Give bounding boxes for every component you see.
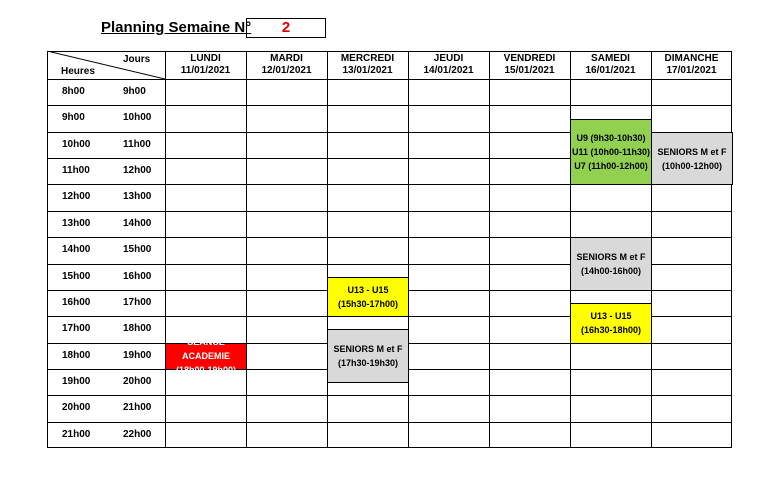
hour-start: 14h00 [62, 244, 91, 256]
event-text-line: (18h00-19h00) [175, 365, 237, 376]
day-divider [408, 51, 409, 448]
week-number-field[interactable]: 2 [246, 18, 326, 38]
event-text-line: U13 - U15 [590, 311, 632, 322]
hour-end: 17h00 [123, 296, 152, 308]
hour-start: 11h00 [62, 165, 90, 177]
grid-border-top [47, 51, 732, 52]
hour-start: 8h00 [62, 86, 85, 97]
day-divider [327, 51, 328, 448]
day-header-samedi [570, 53, 651, 77]
day-name: VENDREDI [503, 53, 556, 64]
schedule-event[interactable] [165, 337, 247, 376]
day-header-mercredi [327, 53, 408, 77]
day-header-jeudi [408, 53, 489, 77]
hour-end: 21h00 [123, 402, 152, 414]
schedule-event[interactable] [327, 277, 409, 318]
event-text-line: SENIORS M et F [333, 344, 403, 355]
day-date: 17/01/2021 [666, 65, 717, 76]
hour-end: 20h00 [123, 375, 152, 387]
schedule-event[interactable] [570, 303, 652, 344]
row-divider [47, 105, 732, 106]
hour-end: 19h00 [123, 349, 152, 361]
row-divider [47, 422, 732, 423]
hour-start: 16h00 [62, 296, 91, 308]
schedule-event[interactable] [570, 119, 652, 186]
schedule-event[interactable] [651, 132, 733, 186]
day-date: 12/01/2021 [261, 65, 312, 76]
hour-end: 9h00 [123, 86, 146, 97]
hour-end: 18h00 [123, 323, 152, 335]
hour-end: 12h00 [123, 165, 152, 177]
corner-days-label: Jours [123, 54, 151, 65]
day-date: 14/01/2021 [423, 65, 474, 76]
event-text-line: (17h30-19h30) [337, 358, 399, 369]
hour-end: 13h00 [123, 191, 152, 203]
corner-hours-label: Heures [61, 66, 95, 77]
day-date: 16/01/2021 [585, 65, 636, 76]
hour-start: 21h00 [62, 428, 91, 440]
day-date: 11/01/2021 [180, 65, 231, 76]
schedule-grid [47, 51, 732, 448]
hours-column-divider [165, 51, 166, 448]
row-divider [47, 211, 732, 212]
day-header-lundi [165, 53, 246, 77]
day-header-dimanche [651, 53, 732, 77]
event-text-line: SENIORS M et F [576, 251, 646, 262]
event-text-line: (14h00-16h00) [580, 265, 642, 276]
hour-start: 10h00 [62, 138, 91, 150]
hour-start: 18h00 [62, 349, 91, 361]
event-text-line: U11 (10h00-11h30) [571, 146, 651, 157]
hour-start: 13h00 [62, 217, 91, 229]
hour-start: 17h00 [62, 323, 91, 335]
hour-end: 11h00 [123, 138, 151, 150]
grid-border-bottom [47, 447, 732, 448]
hour-end: 16h00 [123, 270, 152, 282]
hour-end: 15h00 [123, 244, 152, 256]
day-divider [489, 51, 490, 448]
day-header-mardi [246, 53, 327, 77]
event-text-line: (16h30-18h00) [580, 325, 642, 336]
hour-end: 14h00 [123, 217, 152, 229]
event-text-line: SEANCE ACADEMIE [181, 337, 230, 362]
day-header-vendredi [489, 53, 570, 77]
grid-border-left [47, 51, 48, 448]
event-text-line: (15h30-17h00) [337, 298, 399, 309]
hour-start: 9h00 [62, 112, 85, 124]
hour-start: 19h00 [62, 375, 91, 387]
hour-start: 20h00 [62, 402, 91, 414]
event-text-line: U9 (9h30-10h30) [576, 132, 646, 143]
day-name: MARDI [270, 53, 303, 64]
day-name: DIMANCHE [664, 53, 719, 64]
day-date: 13/01/2021 [342, 65, 393, 76]
day-name: SAMEDI [591, 53, 630, 64]
day-name: MERCREDI [340, 53, 395, 64]
hour-start: 12h00 [62, 191, 91, 203]
hour-start: 15h00 [62, 270, 91, 282]
header-divider [47, 79, 732, 80]
event-text-line: (10h00-12h00) [661, 160, 723, 171]
day-date: 15/01/2021 [504, 65, 555, 76]
event-text-line: U13 - U15 [347, 284, 389, 295]
page-title: Planning Semaine N° [101, 19, 252, 36]
grid-border-right [731, 51, 732, 448]
day-name: LUNDI [190, 53, 221, 64]
event-text-line: SENIORS M et F [657, 146, 727, 157]
hour-end: 22h00 [123, 428, 152, 440]
day-divider [246, 51, 247, 448]
hour-end: 10h00 [123, 112, 152, 124]
schedule-event[interactable] [570, 237, 652, 291]
schedule-event[interactable] [327, 329, 409, 383]
day-name: JEUDI [433, 53, 464, 64]
row-divider [47, 395, 732, 396]
event-text-line: U7 (11h00-12h00) [574, 160, 648, 171]
